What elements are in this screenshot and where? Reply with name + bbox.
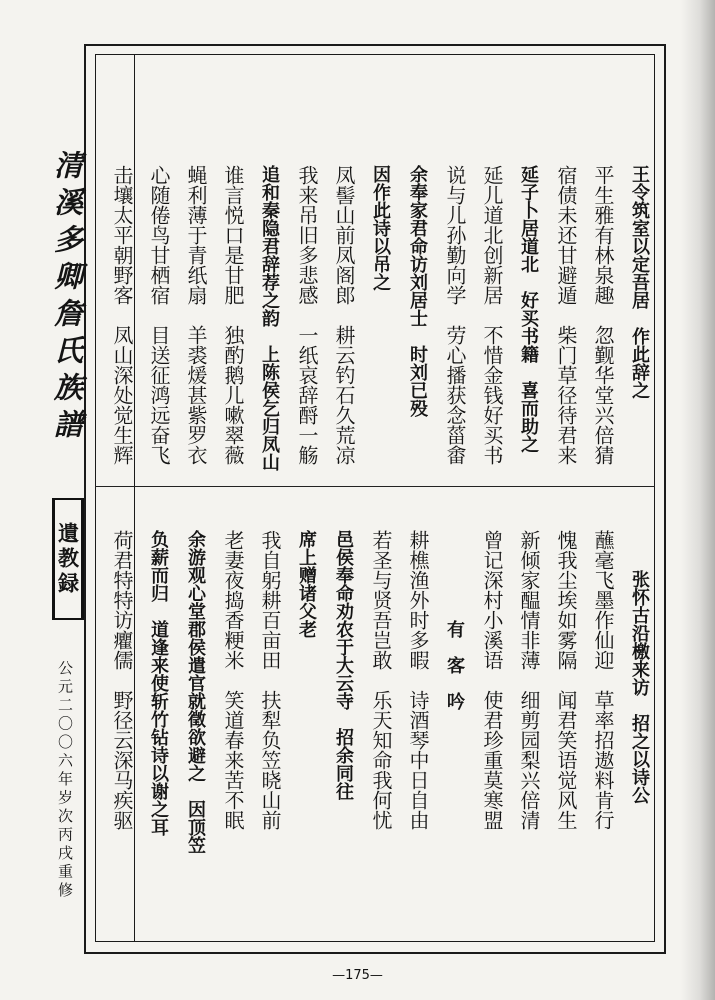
poem-heading: 余奉家君命访刘居士 时刘已殁 <box>407 165 428 417</box>
poem-heading: 王令筑室以定吾居 作此辞之 <box>629 165 650 399</box>
verse-line: 平生雅有林泉趣 忽觐华堂兴倍猜 <box>591 165 615 465</box>
verse-line: 老妻夜捣香粳米 笑道春来苦不眠 <box>221 530 245 830</box>
verse-line: 谁言悦口是甘肥 独酌鹅儿嗽翠薇 <box>221 165 245 465</box>
verse-line: 说与儿孙勤向学 劳心播获念菑畬 <box>443 165 467 465</box>
verse-line: 凤髻山前凤阁郎 耕云钓石久荒凉 <box>332 165 356 465</box>
poem-heading: 追和秦隐君辞荐之韵 上陈侯乞归凤山 <box>259 165 280 471</box>
verse-line: 击壤太平朝野客 凤山深处觉生辉 <box>110 165 134 465</box>
edition-note: 公元二〇〇六年岁次丙戌重修 <box>56 660 74 901</box>
verse-line: 愧我尘埃如雾隔 闻君笑语觉风生 <box>554 530 578 830</box>
verse-line: 荷君特特访癯儒 野径云深马疾驱 <box>110 530 134 830</box>
verse-line: 曾记深村小溪语 使君珍重莫寒盟 <box>480 530 504 830</box>
poem-heading: 延子卜居道北 好买书籍 喜而助之 <box>518 165 539 453</box>
gutter-divider <box>134 54 135 942</box>
poem-heading: 负薪而归 道逢来使斩竹钻诗以谢之耳 <box>148 530 169 836</box>
verse-line: 蘸毫飞墨作仙迎 草率招遨料肯行 <box>591 530 615 830</box>
verse-line: 宿债未还甘避遁 柴门草径待君来 <box>554 165 578 465</box>
page-number: —175— <box>332 968 383 983</box>
verse-line: 若圣与贤吾岂敢 乐天知命我何忧 <box>369 530 393 830</box>
poem-heading: 席上赠诸父老 <box>296 530 317 638</box>
verse-line: 我自躬耕百亩田 扶犁负笠晓山前 <box>258 530 282 830</box>
section-tag-label: 遺教録 <box>55 521 81 597</box>
poem-heading: 张怀古沿檄来访 招之以诗公 <box>629 570 650 804</box>
poem-heading: 因作此诗以吊之 <box>370 165 391 291</box>
verse-line: 耕樵渔外时多暇 诗酒琴中日自由 <box>406 530 430 830</box>
book-title: 清溪多卿詹氏族譜 <box>50 150 84 446</box>
middle-divider <box>95 486 655 487</box>
verse-line: 我来吊旧多悲感 一纸哀辞酹一觞 <box>295 165 319 465</box>
section-tag <box>52 498 84 620</box>
verse-line: 延儿道北创新居 不惜金钱好买书 <box>480 165 504 465</box>
verse-line: 心随倦鸟甘栖宿 目送征鸿远奋飞 <box>147 165 171 465</box>
page-edge-shadow <box>681 0 715 1000</box>
verse-line: 蝇利薄于青纸扇 羊裘煖甚紫罗衣 <box>184 165 208 465</box>
poem-heading: 邑侯奉命劝农于大云寺 招余同往 <box>333 530 354 800</box>
poem-heading: 有 客 吟 <box>444 620 465 710</box>
verse-line: 新倾家醖情非薄 细剪园梨兴倍清 <box>517 530 541 830</box>
poem-heading: 余游观心堂郡侯遣官就徵欲避之 因顶笠 <box>185 530 206 854</box>
